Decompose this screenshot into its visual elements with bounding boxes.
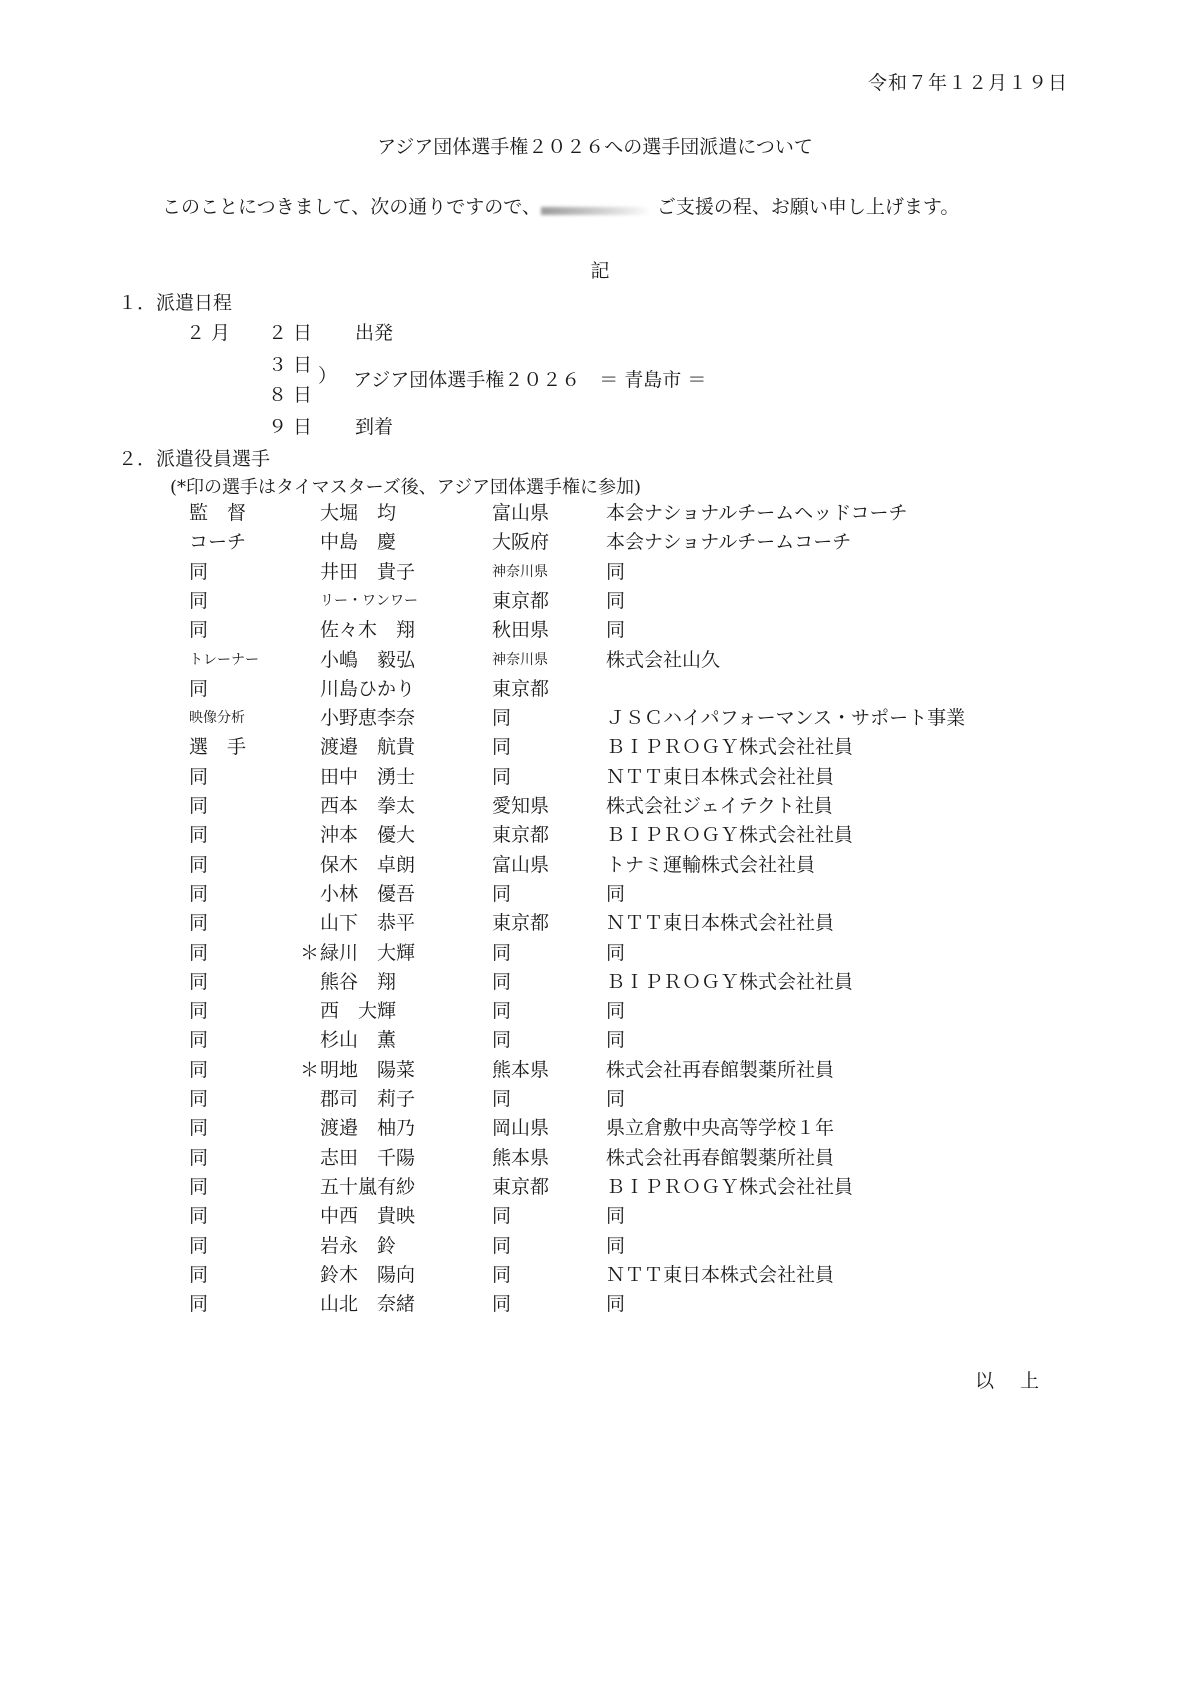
- schedule-range-event: アジア団体選手権２０２６ ＝ 青島市 ＝: [353, 369, 707, 391]
- schedule-day: ９ 日: [268, 416, 313, 438]
- member-role: 同: [189, 1175, 209, 1198]
- member-name: 杉山 薫: [320, 1029, 397, 1052]
- member-role: 同: [189, 560, 209, 583]
- member-affiliation: ＢＩＰＲＯＧＹ株式会社社員: [606, 970, 854, 993]
- member-name: 保木 卓朗: [320, 853, 416, 876]
- member-affiliation: 同: [606, 1234, 626, 1257]
- member-role: 同: [189, 1234, 209, 1257]
- table-row: [0, 498, 1190, 527]
- member-affiliation: 株式会社山久: [606, 648, 721, 671]
- table-row: [0, 791, 1190, 820]
- member-affiliation: 同: [606, 1088, 626, 1110]
- member-role: 映像分析: [189, 710, 245, 727]
- member-name: 渡邉 航貴: [320, 736, 416, 759]
- member-role: 同: [189, 677, 209, 700]
- schedule-day: ２ 日: [268, 322, 313, 344]
- member-name: 鈴木 陽向: [320, 1263, 416, 1286]
- member-prefecture: 同: [492, 1293, 512, 1316]
- member-name: 小野恵李奈: [320, 707, 416, 730]
- member-affiliation: 同: [606, 882, 626, 905]
- member-prefecture: 同: [492, 941, 512, 964]
- member-name: 志田 千陽: [320, 1146, 416, 1169]
- table-row: [0, 850, 1190, 879]
- member-name: 緑川 大輝: [320, 941, 416, 964]
- table-row: [0, 1289, 1190, 1318]
- member-affiliation: ＢＩＰＲＯＧＹ株式会社社員: [606, 824, 854, 847]
- member-name: 佐々木 翔: [320, 619, 416, 642]
- member-role: 同: [189, 1000, 209, 1023]
- range-bracket: ）: [318, 365, 338, 387]
- member-role: 同: [189, 1029, 209, 1052]
- member-name: 沖本 優大: [320, 824, 416, 847]
- member-prefecture: 同: [492, 736, 512, 759]
- member-prefecture: 東京都: [492, 1175, 550, 1198]
- member-prefecture: 同: [492, 970, 512, 993]
- member-name: 中島 慶: [320, 531, 397, 554]
- asterisk-mark: ＊: [300, 941, 320, 964]
- schedule-month: ２ 月: [186, 322, 231, 344]
- member-name: 五十嵐有紗: [320, 1175, 416, 1198]
- table-row: [0, 1113, 1190, 1142]
- asterisk-mark: ＊: [300, 1058, 320, 1081]
- member-name: 渡邉 柚乃: [320, 1117, 416, 1140]
- member-role: 同: [189, 1263, 209, 1286]
- member-role: 同: [189, 941, 209, 964]
- table-row: [0, 615, 1190, 644]
- member-affiliation: 同: [606, 1029, 626, 1052]
- member-role: 同: [189, 882, 209, 905]
- member-name: 郡司 莉子: [320, 1088, 416, 1110]
- table-row: [0, 557, 1190, 586]
- member-affiliation: 同: [606, 1000, 626, 1023]
- member-role: トレーナー: [189, 651, 259, 668]
- member-prefecture: 同: [492, 1000, 512, 1023]
- intro-text-before: このことにつきまして、次の通りですので: [162, 196, 522, 218]
- closing-mark: 以上: [975, 1370, 1066, 1392]
- table-row: [0, 527, 1190, 556]
- member-name: 田中 湧士: [320, 765, 416, 788]
- member-prefecture: 同: [492, 707, 512, 730]
- member-prefecture: 岡山県: [492, 1117, 550, 1140]
- table-row: [0, 938, 1190, 967]
- member-role: 同: [189, 1293, 209, 1316]
- member-prefecture: 熊本県: [492, 1146, 550, 1169]
- member-prefecture: 東京都: [492, 589, 550, 612]
- member-prefecture: 同: [492, 1205, 512, 1228]
- redacted-text: [541, 207, 651, 215]
- member-affiliation: 同: [606, 589, 626, 612]
- member-prefecture: 愛知県: [492, 795, 550, 817]
- member-prefecture: 同: [492, 765, 512, 788]
- member-name: 井田 貴子: [320, 560, 416, 583]
- member-prefecture: 同: [492, 1029, 512, 1052]
- member-role: 同: [189, 912, 209, 935]
- member-affiliation: ＢＩＰＲＯＧＹ株式会社社員: [606, 1175, 854, 1198]
- intro-paragraph: [162, 192, 959, 219]
- member-prefecture: 富山県: [492, 853, 550, 876]
- table-row: [0, 703, 1190, 732]
- ki-marker: 記: [590, 260, 610, 282]
- member-affiliation: ＪＳＣハイパフォーマンス・サポート事業: [606, 707, 966, 730]
- member-affiliation: 本会ナショナルチームコーチ: [606, 531, 852, 554]
- member-name: 山下 恭平: [320, 912, 416, 935]
- table-row: [0, 586, 1190, 615]
- table-row: [0, 996, 1190, 1025]
- table-row: [0, 1260, 1190, 1289]
- member-affiliation: トナミ運輸株式会社社員: [606, 853, 816, 876]
- table-row: [0, 762, 1190, 791]
- member-affiliation: 同: [606, 1293, 626, 1316]
- member-affiliation: 株式会社再春館製薬所社員: [606, 1058, 835, 1081]
- document-date: 令和７年１２月１９日: [867, 72, 1068, 94]
- schedule-event: 到着: [355, 416, 394, 438]
- section-2-heading: ２．派遣役員選手: [118, 448, 271, 470]
- member-prefecture: 同: [492, 1263, 512, 1286]
- table-row: [0, 1084, 1190, 1113]
- table-row: [0, 1055, 1190, 1084]
- document-title: アジア団体選手権２０２６への選手団派遣について: [377, 136, 813, 158]
- table-row: [0, 967, 1190, 996]
- member-name: 西 大輝: [320, 1000, 397, 1023]
- member-prefecture: 秋田県: [492, 619, 550, 642]
- member-role: 同: [189, 619, 209, 642]
- section-1-heading: １．派遣日程: [118, 292, 233, 314]
- member-name: 明地 陽菜: [320, 1058, 416, 1081]
- member-prefecture: 神奈川県: [492, 651, 548, 668]
- member-affiliation: 県立倉敷中央高等学校１年: [606, 1117, 835, 1140]
- table-row: [0, 820, 1190, 849]
- table-row: [0, 674, 1190, 703]
- member-affiliation: 同: [606, 1205, 626, 1228]
- member-name: リー・ワンワー: [320, 592, 418, 609]
- member-role: 同: [189, 824, 209, 847]
- member-name: 小嶋 毅弘: [320, 648, 416, 671]
- schedule-day: ８ 日: [268, 384, 313, 406]
- member-prefecture: 同: [492, 1088, 512, 1110]
- table-row: [0, 1172, 1190, 1201]
- member-role: 同: [189, 1146, 209, 1169]
- member-role: 同: [189, 589, 209, 612]
- table-row: [0, 1201, 1190, 1230]
- member-prefecture: 神奈川県: [492, 563, 548, 580]
- member-prefecture: 大阪府: [492, 531, 550, 554]
- member-name: 中西 貴映: [320, 1205, 416, 1228]
- table-row: [0, 1025, 1190, 1054]
- member-affiliation: ＢＩＰＲＯＧＹ株式会社社員: [606, 736, 854, 759]
- table-row: [0, 645, 1190, 674]
- member-prefecture: 富山県: [492, 502, 550, 524]
- intro-text-after: ご支援の程、お願い申し上げます。: [656, 196, 960, 218]
- member-affiliation: 株式会社再春館製薬所社員: [606, 1146, 835, 1169]
- member-role: 同: [189, 1117, 209, 1140]
- member-affiliation: ＮＴＴ東日本株式会社社員: [606, 1263, 835, 1286]
- member-role: 同: [189, 970, 209, 993]
- table-row: [0, 1231, 1190, 1260]
- member-name: 大堀 均: [320, 502, 397, 524]
- member-role: 選 手: [189, 736, 247, 759]
- schedule-event: 出発: [355, 322, 394, 344]
- member-name: 岩永 鈴: [320, 1234, 397, 1257]
- member-role: 同: [189, 765, 209, 788]
- member-name: 熊谷 翔: [320, 970, 397, 993]
- member-affiliation: 同: [606, 560, 626, 583]
- member-name: 西本 拳太: [320, 795, 416, 817]
- member-prefecture: 同: [492, 1234, 512, 1257]
- member-affiliation: ＮＴＴ東日本株式会社社員: [606, 765, 835, 788]
- member-name: 小林 優吾: [320, 882, 416, 905]
- member-affiliation: 株式会社ジェイテクト社員: [606, 795, 833, 817]
- member-prefecture: 東京都: [492, 824, 550, 847]
- table-row: [0, 908, 1190, 937]
- member-role: 同: [189, 1058, 209, 1081]
- table-row: [0, 879, 1190, 908]
- schedule-day: ３ 日: [268, 354, 313, 376]
- member-prefecture: 同: [492, 882, 512, 905]
- member-affiliation: 同: [606, 941, 626, 964]
- member-affiliation: 同: [606, 619, 626, 642]
- member-role: 同: [189, 1205, 209, 1228]
- member-role: 監 督: [189, 502, 247, 524]
- member-role: 同: [189, 795, 209, 817]
- member-prefecture: 東京都: [492, 677, 550, 700]
- member-role: 同: [189, 1088, 209, 1110]
- member-name: 山北 奈緒: [320, 1293, 416, 1316]
- table-row: [0, 732, 1190, 761]
- member-prefecture: 東京都: [492, 912, 550, 935]
- table-row: [0, 1143, 1190, 1172]
- asterisk-note: (*印の選手はタイマスターズ後、アジア団体選手権に参加): [170, 477, 642, 498]
- member-prefecture: 熊本県: [492, 1058, 550, 1081]
- member-affiliation: ＮＴＴ東日本株式会社社員: [606, 912, 835, 935]
- intro-comma: 、: [521, 196, 541, 218]
- member-affiliation: 本会ナショナルチームヘッドコーチ: [606, 502, 908, 524]
- member-role: コーチ: [189, 531, 247, 554]
- member-name: 川島ひかり: [320, 677, 416, 700]
- member-role: 同: [189, 853, 209, 876]
